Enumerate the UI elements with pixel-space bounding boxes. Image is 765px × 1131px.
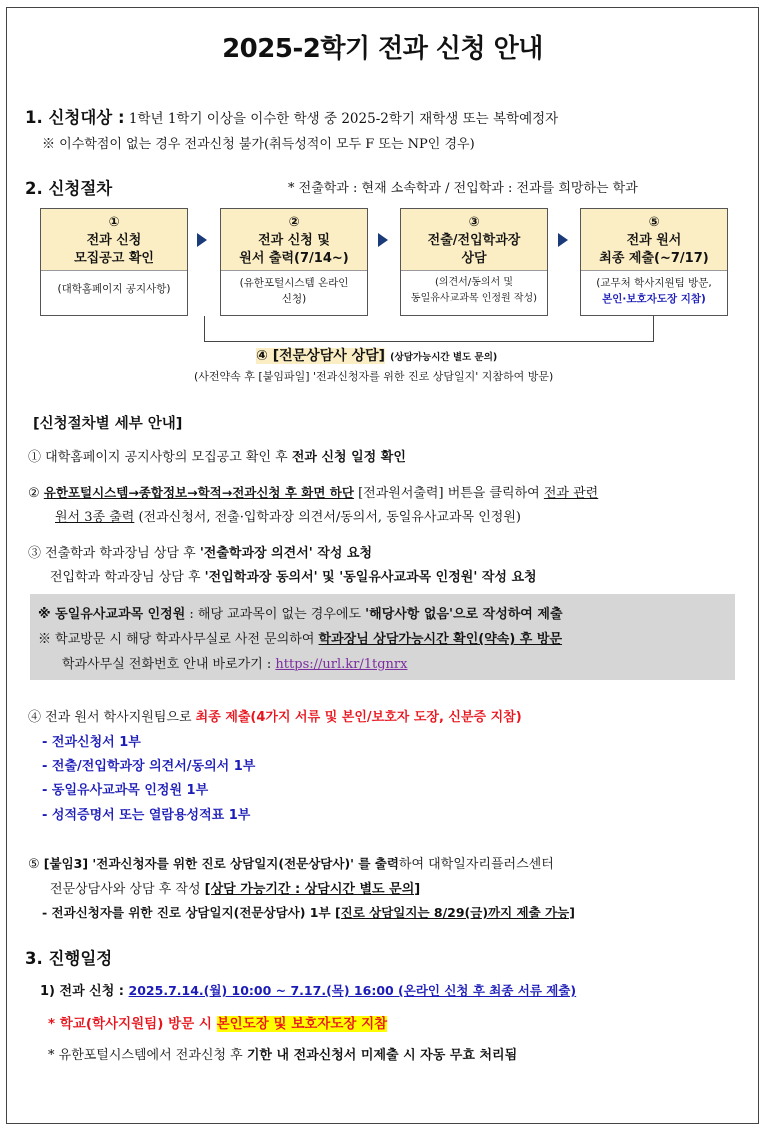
phone-guide-link[interactable]: https://url.kr/1tgnrx bbox=[275, 657, 408, 672]
flow-step-1 bbox=[40, 208, 188, 316]
flow-step-4 bbox=[256, 345, 497, 365]
step-title-line: 모집공고 확인 bbox=[74, 251, 154, 266]
step-title-line: 전과 원서 bbox=[626, 233, 682, 248]
step-4-small: (상담가능시간 별도 문의) bbox=[390, 352, 498, 363]
flow-arrow-icon bbox=[558, 233, 568, 247]
flow-arrow-icon bbox=[378, 233, 388, 247]
notice-line-1: ※ 동일유사교과목 인정원 : 해당 교과목이 없는 경우에도 '해당사항 없음'으로 작성하여 제출 bbox=[38, 607, 563, 622]
step-title-line: 상담 bbox=[461, 251, 487, 266]
step-number: ③ bbox=[468, 215, 480, 230]
detail-5-line-1: ⑤ [붙임3] '전과신청자를 위한 진로 상담일지(전문상담사)' 를 출력하여 대학일자리플러스센터 bbox=[28, 856, 554, 872]
step-title-line: 최종 제출(~7/17) bbox=[599, 251, 709, 266]
page-title: 2025-2학기 전과 신청 안내 bbox=[222, 34, 543, 64]
flow-connector bbox=[204, 316, 654, 342]
step-title-line: 전과 신청 bbox=[86, 233, 142, 248]
schedule-1: 1) 전과 신청 : 2025.7.14.(월) 10:00 ~ 7.17.(목) 16:00 (온라인 신청 후 최종 서류 제출) bbox=[40, 983, 577, 999]
section-1-heading: 1. 신청대상 : bbox=[25, 108, 125, 127]
detail-3-line-1: ③ 전출학과 학과장님 상담 후 '전출학과장 의견서' 작성 요청 bbox=[28, 546, 373, 561]
step-number: ① bbox=[108, 215, 120, 230]
notice-line-3: 학과사무실 전화번호 안내 바로가기 : https://url.kr/1tgnrx bbox=[62, 657, 408, 672]
detail-2-line-2: 원서 3종 출력 (전과신청서, 전출·입학과장 의견서/동의서, 동일유사교과목 인정원) bbox=[55, 510, 521, 525]
detail-3-line-2: 전입학과 학과장님 상담 후 '전입학과장 동의서' 및 '동일유사교과목 인정원' 작성 요청 bbox=[50, 570, 537, 585]
schedule-2: * 학교(학사지원팀) 방문 시 본인도장 및 보호자도장 지참 bbox=[48, 1016, 388, 1032]
step-desc-line: (유한포털시스템 온라인 bbox=[239, 277, 349, 289]
section-2-note: * 전출학과 : 현재 소속학과 / 전입학과 : 전과를 희망하는 학과 bbox=[288, 181, 638, 196]
detail-5-line-3: - 전과신청자를 위한 진로 상담일지(전문상담사) 1부 [진로 상담일지는 8/29(금)까지 제출 가능] bbox=[42, 905, 575, 920]
section-1-note: ※ 이수학점이 없는 경우 전과신청 불가(취득성적이 모두 F 또는 NP인 경우) bbox=[42, 137, 475, 152]
flow-step-2 bbox=[220, 208, 368, 316]
section-1 bbox=[25, 104, 558, 128]
detail-4-item: - 전과신청서 1부 bbox=[42, 735, 141, 750]
notice-line-2: ※ 학교방문 시 해당 학과사무실로 사전 문의하여 학과장님 상담가능시간 확인(약속) 후 방문 bbox=[38, 632, 563, 647]
step-desc-line: 신청) bbox=[281, 293, 307, 305]
detail-2-line-1: ② 유한포털시스템→종합정보→학적→전과신청 후 화면 하단 [전과원서출력] 버튼을 클릭하여 전과 관련 bbox=[28, 485, 599, 501]
detail-5-line-2: 전문상담사와 상담 후 작성 [상담 가능기간 : 상담시간 별도 문의] bbox=[50, 882, 421, 897]
flow-step-5 bbox=[580, 208, 728, 316]
detail-1: ① 대학홈페이지 공지사항의 모집공고 확인 후 전과 신청 일정 확인 bbox=[28, 450, 406, 465]
section-1-text: 1학년 1학기 이상을 이수한 학생 중 2025-2학기 재학생 또는 복학예정자 bbox=[124, 111, 559, 127]
step-number: ② bbox=[288, 215, 300, 230]
flow-step-3 bbox=[400, 208, 548, 316]
detail-4-item: - 성적증명서 또는 열람용성적표 1부 bbox=[42, 808, 251, 823]
detail-4-item: - 동일유사교과목 인정원 1부 bbox=[42, 783, 209, 798]
detail-4-item: - 전출/전입학과장 의견서/동의서 1부 bbox=[42, 759, 256, 774]
step-4-label: ④ [전문상담사 상담] bbox=[256, 348, 386, 364]
step-4-note: (사전약속 후 [붙임파일] '전과신청자를 위한 진로 상담일지' 지참하여 방문) bbox=[194, 370, 554, 383]
step-desc-line: (의견서/동의서 및 bbox=[434, 277, 514, 288]
step-desc-line: 동일유사교과목 인정원 작성) bbox=[410, 293, 538, 304]
flow-arrow-icon bbox=[197, 233, 207, 247]
step-desc-line: (대학홈페이지 공지사항) bbox=[57, 283, 171, 295]
detail-4: ④ 전과 원서 학사지원팀으로 최종 제출(4가지 서류 및 본인/보호자 도장, 신분증 지참) bbox=[28, 710, 522, 725]
schedule-3: * 유한포털시스템에서 전과신청 후 기한 내 전과신청서 미제출 시 자동 무효 처리됨 bbox=[48, 1048, 518, 1063]
step-desc-line: 본인·보호자도장 지참) bbox=[602, 293, 706, 305]
step-title-line: 전과 신청 및 bbox=[258, 233, 330, 248]
section-3-heading: 3. 진행일정 bbox=[25, 949, 113, 968]
section-2-heading: 2. 신청절차 bbox=[25, 179, 113, 198]
detail-heading: [신청절차별 세부 안내] bbox=[33, 416, 183, 432]
step-title-line: 전출/전입학과장 bbox=[427, 233, 521, 248]
step-desc-line: (교무처 학사지원팀 방문, bbox=[596, 277, 712, 289]
step-number: ⑤ bbox=[648, 215, 660, 230]
step-title-line: 원서 출력(7/14~) bbox=[239, 251, 349, 266]
